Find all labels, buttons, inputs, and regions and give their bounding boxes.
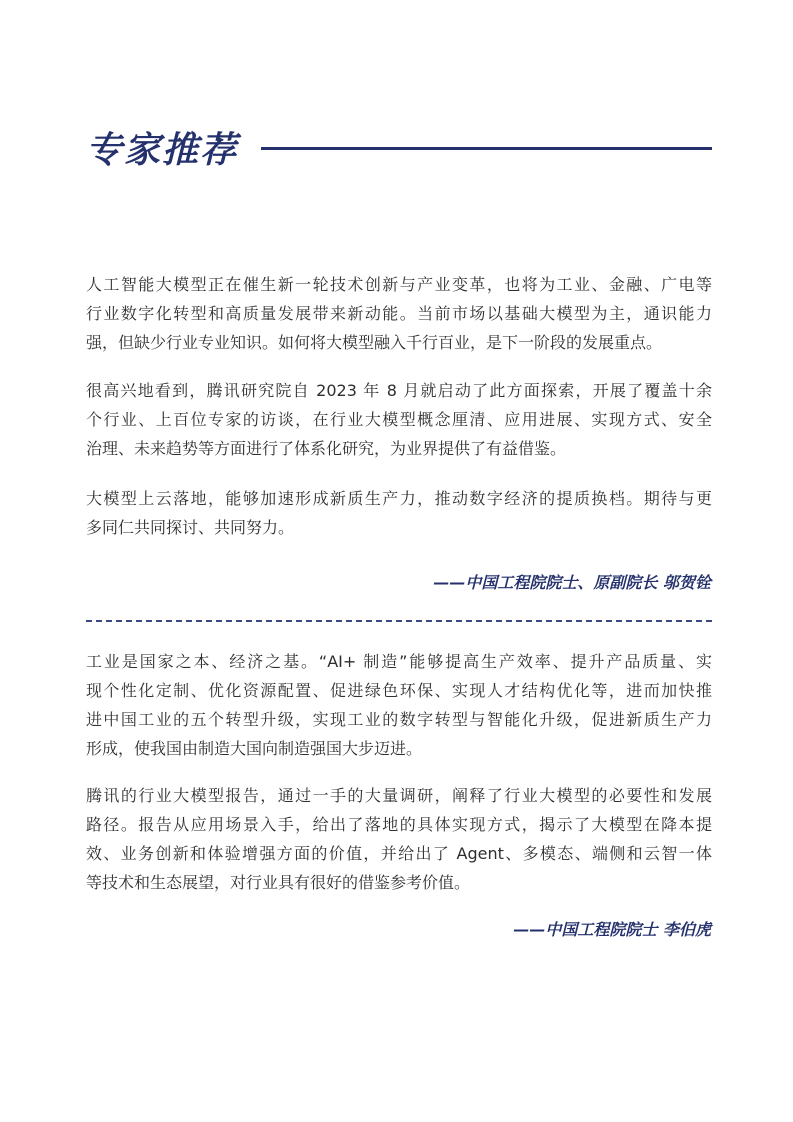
paragraph-line: 现个性化定制、优化资源配置、促进绿色环保、实现人才结构优化等，进而加快推 — [86, 681, 712, 700]
signature-1: ——中国工程院院士、原副院长 邬贺铨 — [433, 573, 711, 592]
paragraph-line: 工业是国家之本、经济之基。“AI+ 制造”能够提高生产效率、提升产品质量、实 — [86, 652, 712, 671]
title-rule — [261, 147, 712, 150]
page-title: 专家推荐 — [86, 130, 239, 171]
paragraph-line: 个行业、上百位专家的访谈，在行业大模型概念厘清、应用进展、实现方式、安全 — [86, 410, 712, 429]
paragraph-line: 强，但缺少行业专业知识。如何将大模型融入千行百业，是下一阶段的发展重点。 — [86, 333, 663, 352]
paragraph-2 — [86, 376, 712, 463]
paragraph-line: 效、业务创新和体验增强方面的价值，并给出了 Agent、多模态、端侧和云智一体 — [86, 844, 712, 863]
paragraph-line: 治理、未来趋势等方面进行了体系化研究，为业界提供了有益借鉴。 — [86, 439, 567, 458]
paragraph-line: 人工智能大模型正在催生新一轮技术创新与产业变革，也将为工业、金融、广电等 — [86, 275, 712, 294]
paragraph-line: 路径。报告从应用场景入手，给出了落地的具体实现方式，揭示了大模型在降本提 — [86, 815, 712, 834]
paragraph-line: 行业数字化转型和高质量发展带来新动能。当前市场以基础大模型为主，通识能力 — [86, 304, 712, 323]
paragraph-line: 进中国工业的五个转型升级，实现工业的数字转型与智能化升级，促进新质生产力 — [86, 710, 712, 729]
dashed-divider — [86, 620, 712, 622]
paragraph-3 — [86, 484, 712, 542]
paragraph-line: 很高兴地看到，腾讯研究院自 2023 年 8 月就启动了此方面探索，开展了覆盖十余 — [86, 381, 712, 400]
paragraph-1 — [86, 270, 712, 357]
signature-2: ——中国工程院院士 李伯虎 — [513, 920, 711, 939]
paragraph-line: 大模型上云落地，能够加速形成新质生产力，推动数字经济的提质换档。期待与更 — [86, 489, 712, 508]
paragraph-4 — [86, 647, 712, 763]
paragraph-line: 等技术和生态展望，对行业具有很好的借鉴参考价值。 — [86, 873, 471, 892]
paragraph-line: 形成，使我国由制造大国向制造强国大步迈进。 — [86, 739, 423, 758]
title-row — [86, 122, 712, 178]
paragraph-line: 腾讯的行业大模型报告，通过一手的大量调研，阐释了行业大模型的必要性和发展 — [86, 786, 712, 805]
paragraph-line: 多同仁共同探讨、共同努力。 — [86, 518, 295, 537]
paragraph-5 — [86, 781, 712, 897]
